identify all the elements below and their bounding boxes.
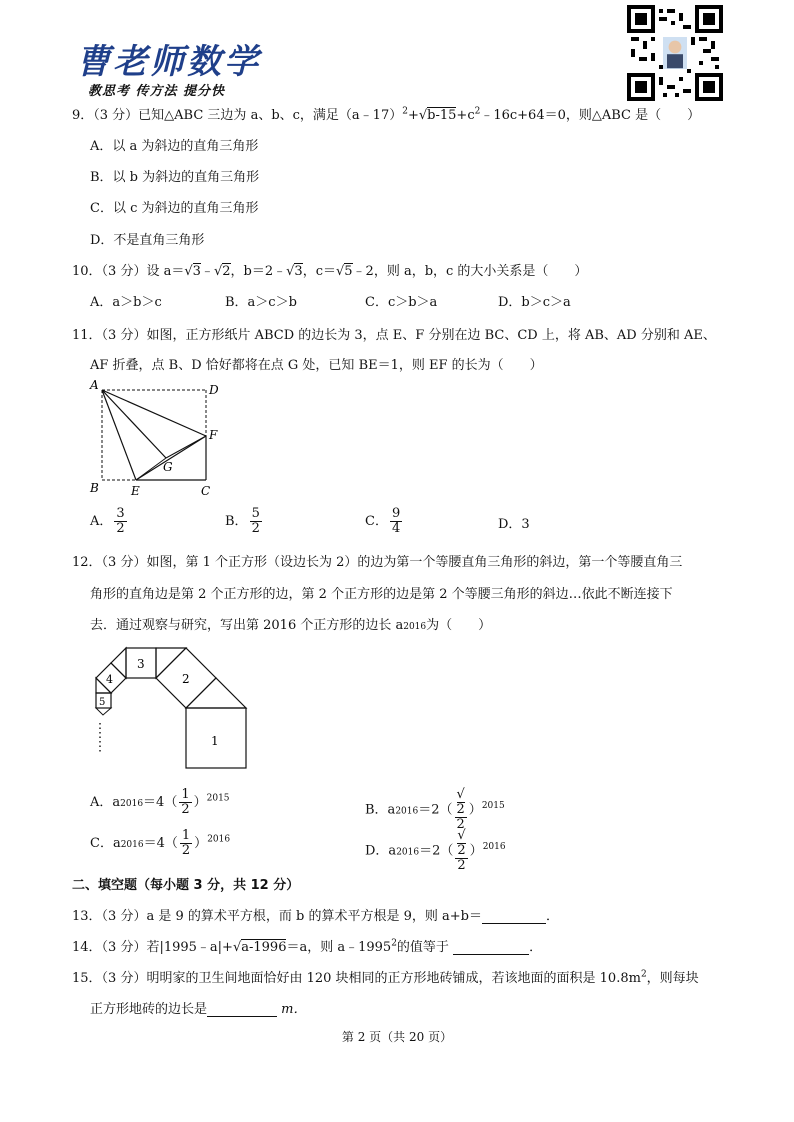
label-D: D: [209, 383, 219, 397]
square-label-3: 3: [137, 657, 145, 671]
q12-line1: 12．（3 分）如图，第 1 个正方形（设边长为 2）的边为第一个等腰直角三角形的斜边，第一个等腰直角三: [72, 555, 683, 570]
label-F: F: [209, 428, 218, 442]
q10-option-d: D．b＞c＞a: [498, 295, 571, 310]
q12-figure: [88, 645, 258, 775]
label-C: C: [201, 484, 211, 498]
brand-slogan: 教思考 传方法 提分快: [88, 84, 226, 99]
q9-option-c: C．以 c 为斜边的直角三角形: [90, 201, 259, 216]
q11-option-d: D．3: [498, 517, 530, 532]
q13-answer-blank[interactable]: [482, 911, 546, 924]
q9-option-a: A．以 a 为斜边的直角三角形: [90, 139, 259, 154]
q12-line2: 角形的直角边是第 2 个正方形的边，第 2 个正方形的边是第 2 个等腰三角形的斜边…依此不断连接下: [90, 587, 673, 602]
qr-code-icon: [627, 5, 723, 101]
label-E: E: [131, 484, 140, 498]
q15-line1: 15．（3 分）明明家的卫生间地面恰好由 120 块相同的正方形地砖铺成，若该地面的面积是 $10.8m^2$，则每块: [72, 969, 699, 986]
q11-option-a: A． $\frac{3}{2}$: [90, 506, 125, 536]
q15-answer-blank[interactable]: [207, 1004, 277, 1017]
q10-option-b: B．a＞c＞b: [225, 295, 297, 310]
q14: 14．（3 分）若|1995﹣a|+√a-1996＝a，则 a﹣1995$^2$的值等于 ．: [72, 938, 543, 955]
q12-option-d: D．a2016＝2（ √ 2 2 ）$^{2016}$: [365, 828, 506, 873]
label-A: A: [90, 378, 99, 392]
q14-answer-blank[interactable]: [453, 942, 529, 955]
q10-stem: 10．（3 分）设 a＝√3﹣√2，b＝2﹣√3，c＝√5﹣2，则 a，b，c 的大小关系是（ ）: [72, 264, 588, 279]
q12-option-c: C．a2016＝4（ $\frac{1}{2}$ ）$^{2016}$: [90, 828, 231, 858]
square-label-2: 2: [182, 672, 190, 686]
q11-option-b: B． $\frac{5}{2}$: [225, 506, 260, 536]
q10-option-a: A．a＞b＞c: [90, 295, 162, 310]
q11-option-c: C． $\frac{9}{4}$: [365, 506, 401, 536]
label-G: G: [163, 460, 173, 474]
brand-logo-text: 曹老师数学: [76, 42, 261, 82]
q10-option-c: C．c＞b＞a: [365, 295, 438, 310]
q12-option-b: B．a2016＝2（ √ 2 2 ）$^{2015}$: [365, 787, 505, 832]
square-label-4: 4: [106, 673, 113, 686]
q15-line2: 正方形地砖的边长是 m．: [90, 1002, 307, 1017]
q12-line3: 去．通过观察与研究，写出第 2016 个正方形的边长 a2016为（ ）: [90, 618, 492, 633]
q9-option-b: B．以 b 为斜边的直角三角形: [90, 170, 260, 185]
label-B: B: [90, 481, 99, 495]
q9-option-d: D．不是直角三角形: [90, 233, 205, 248]
q9-stem: 9．（3 分）已知△ABC 三边为 a、b、c，满足$(a﹣17)^2+√b-15+c^2﹣16c+64=0$，则△ABC 是（ ）: [72, 106, 701, 123]
page-footer: 第 2 页（共 20 页）: [341, 1030, 453, 1044]
q12-option-a: A．a2016＝4（ $\frac{1}{2}$ ）$^{2015}$: [90, 787, 230, 817]
square-label-1: 1: [211, 734, 219, 748]
q13: 13．（3 分）a 是 9 的算术平方根，而 b 的算术平方根是 9，则 a+b＝ ．: [72, 909, 559, 924]
q11-figure: [86, 378, 226, 500]
q11-line1: 11．（3 分）如图，正方形纸片 ABCD 的边长为 3，点 E、F 分别在边 BC、CD 上，将 AB、AD 分别和 AE、: [72, 328, 716, 343]
square-label-5: 5: [99, 697, 106, 708]
q11-line2: AF 折叠，点 B、D 恰好都将在点 G 处，已知 BE＝1，则 EF 的长为（ ）: [90, 358, 543, 373]
section-heading-fill-blank: 二、填空题（每小题 3 分，共 12 分）: [72, 878, 300, 893]
